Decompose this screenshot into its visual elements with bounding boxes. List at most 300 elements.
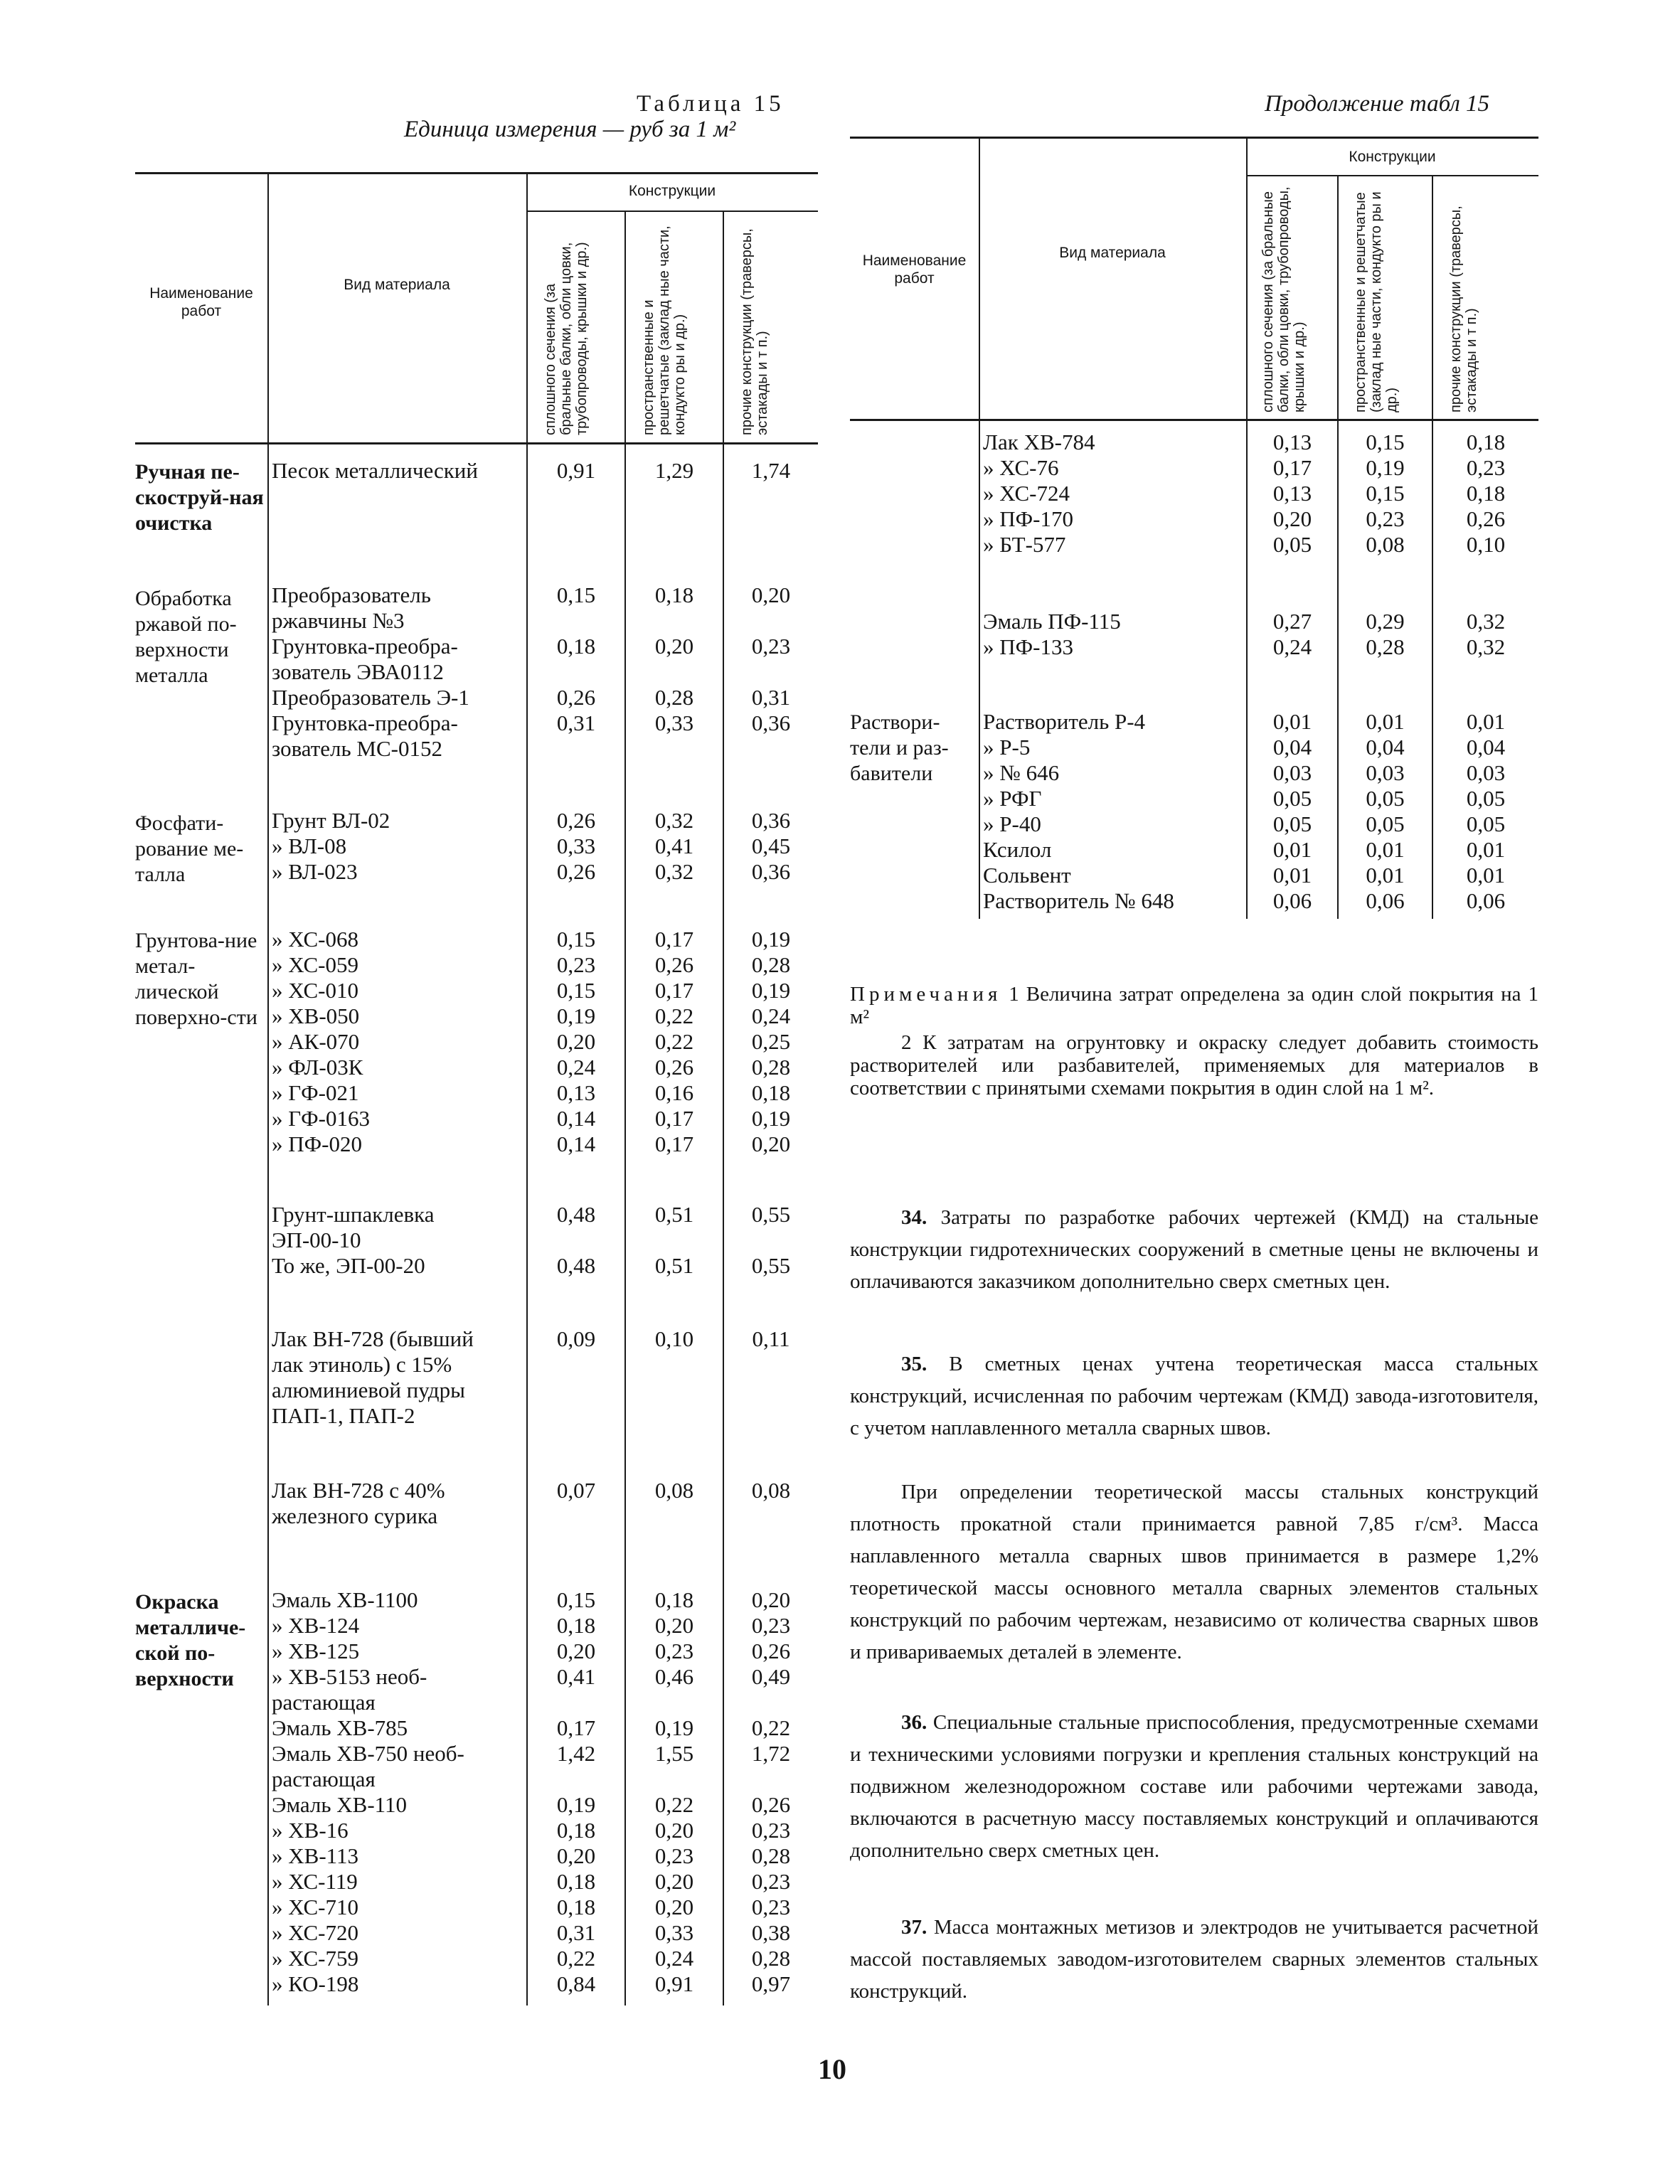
value-cell bbox=[724, 736, 818, 762]
value-cell bbox=[528, 1227, 624, 1253]
value-cell: 0,19 bbox=[1366, 455, 1405, 480]
value-cell: 0,01 bbox=[1272, 863, 1312, 888]
paragraph-text: Масса монтажных метизов и электродов не учитывается расчетной массой поставляемых заводом-изготовителем сварных элементов стальных конструкций. bbox=[850, 1916, 1538, 2003]
value-cell: 0,36 bbox=[751, 710, 791, 735]
value-column-2 bbox=[1339, 609, 1432, 660]
value-cell: 0,26 bbox=[556, 808, 596, 833]
value-cell: 0,13 bbox=[1272, 481, 1312, 506]
value-cell: 0,05 bbox=[1272, 811, 1312, 836]
value-cell: 0,51 bbox=[654, 1202, 694, 1227]
note-2: 2 К затратам на огрунтовку и окраску следует добавить стоимость растворителей или разбавителей, применяемых для материалов в соответствии с принятыми схемами покрытия в один слой на 1 м². bbox=[850, 1031, 1538, 1099]
value-cell: 0,03 bbox=[1272, 760, 1312, 785]
material-line: зователь МС-0152 bbox=[272, 736, 442, 761]
header-col1: сплошного сечения (за бральные балки, обли цовки, трубопроводы, крышки и др.) bbox=[543, 242, 590, 435]
value-cell: 0,20 bbox=[751, 1131, 791, 1156]
value-column-2 bbox=[626, 458, 723, 484]
value-column-2 bbox=[626, 1202, 723, 1279]
value-cell: 0,08 bbox=[1366, 532, 1405, 557]
value-cell: 0,14 bbox=[556, 1106, 596, 1131]
value-cell: 0,18 bbox=[556, 1613, 596, 1638]
material-line: » ХС-010 bbox=[272, 978, 358, 1003]
value-cell: 0,38 bbox=[751, 1920, 791, 1945]
col-rule-1 bbox=[267, 172, 269, 2005]
material-line: алюминиевой пудры bbox=[272, 1378, 465, 1402]
value-column-3 bbox=[724, 582, 818, 762]
material-line: Эмаль ПФ-115 bbox=[983, 609, 1121, 634]
value-cell: 0,33 bbox=[654, 710, 694, 735]
note-1 bbox=[850, 983, 1538, 1028]
material-line: Преобразователь bbox=[272, 582, 431, 607]
value-cell bbox=[626, 659, 723, 685]
material-line: » КО-198 bbox=[272, 1971, 359, 1996]
material-line: Сольвент bbox=[983, 863, 1071, 888]
material-line: Эмаль ХВ-110 bbox=[272, 1792, 407, 1817]
material-cell bbox=[272, 927, 528, 1157]
value-cell: 0,51 bbox=[654, 1253, 694, 1278]
work-label: Фосфати-рование ме-талла bbox=[135, 811, 244, 886]
value-cell: 0,15 bbox=[556, 1587, 596, 1612]
material-line: » Р-40 bbox=[983, 811, 1041, 836]
value-cell: 0,24 bbox=[1272, 634, 1312, 659]
value-cell: 0,04 bbox=[1272, 735, 1312, 760]
material-line: Песок металлический bbox=[272, 458, 478, 483]
value-cell: 0,27 bbox=[1272, 609, 1312, 634]
work-label: Ручная пе-скоструй-ная очистка bbox=[135, 460, 264, 535]
header-col2: пространственные и решетчатые (заклад ные части, кондукто ры и др.) bbox=[1353, 191, 1400, 412]
value-column-3 bbox=[724, 1202, 818, 1279]
value-cell: 0,18 bbox=[654, 1587, 694, 1612]
value-cell: 0,26 bbox=[654, 1055, 694, 1080]
value-cell: 0,04 bbox=[1466, 735, 1506, 760]
material-line: Грунтовка-преобра- bbox=[272, 634, 458, 659]
material-cell bbox=[272, 808, 528, 885]
value-cell: 0,01 bbox=[1366, 709, 1405, 734]
value-cell: 0,03 bbox=[1366, 760, 1405, 785]
material-line: » ВЛ-023 bbox=[272, 859, 358, 884]
value-cell: 0,18 bbox=[556, 634, 596, 659]
value-cell: 0,09 bbox=[556, 1326, 596, 1351]
value-cell: 0,23 bbox=[1366, 506, 1405, 531]
value-cell: 0,32 bbox=[1466, 609, 1506, 634]
value-cell: 0,15 bbox=[1366, 481, 1405, 506]
value-cell: 0,36 bbox=[751, 859, 791, 884]
header-bottom-rule bbox=[135, 442, 818, 444]
value-column-3 bbox=[724, 458, 818, 484]
value-cell: 0,55 bbox=[751, 1202, 791, 1227]
material-cell bbox=[272, 1202, 528, 1279]
value-cell: 0,23 bbox=[654, 1639, 694, 1663]
paragraph-37 bbox=[850, 1912, 1538, 2008]
value-cell: 0,23 bbox=[556, 952, 596, 977]
value-cell: 0,18 bbox=[556, 1895, 596, 1919]
value-cell: 0,33 bbox=[654, 1920, 694, 1945]
material-line: » ХВ-050 bbox=[272, 1003, 360, 1028]
material-line: Преобразователь Э-1 bbox=[272, 685, 469, 710]
value-cell: 0,23 bbox=[751, 1613, 791, 1638]
material-line: лак этиноль) с 15% bbox=[272, 1352, 452, 1377]
value-cell: 0,48 bbox=[556, 1202, 596, 1227]
header-work: Наименование работ bbox=[149, 285, 253, 319]
value-column-3 bbox=[1433, 430, 1538, 558]
value-cell bbox=[724, 1767, 818, 1792]
value-cell bbox=[724, 659, 818, 685]
value-column-3 bbox=[1433, 609, 1538, 660]
material-line: » ПФ-170 bbox=[983, 506, 1073, 531]
value-cell: 0,32 bbox=[1466, 634, 1506, 659]
value-cell: 1,72 bbox=[751, 1741, 791, 1766]
value-cell: 0,28 bbox=[751, 1946, 791, 1971]
value-cell: 0,25 bbox=[751, 1029, 791, 1054]
value-cell: 0,19 bbox=[751, 927, 791, 952]
value-cell: 1,42 bbox=[556, 1741, 596, 1766]
value-cell: 0,45 bbox=[751, 833, 791, 858]
value-cell: 0,24 bbox=[654, 1946, 694, 1971]
material-line: Лак ВН-728 (бывший bbox=[272, 1326, 474, 1351]
value-cell: 0,05 bbox=[1272, 532, 1312, 557]
value-cell: 0,26 bbox=[751, 1639, 791, 1663]
value-cell: 0,26 bbox=[556, 859, 596, 884]
value-cell bbox=[626, 736, 723, 762]
material-cell bbox=[272, 1587, 528, 1997]
material-line: » ВЛ-08 bbox=[272, 833, 347, 858]
value-cell: 0,48 bbox=[556, 1253, 596, 1278]
header-material: Вид материала bbox=[344, 277, 450, 293]
value-cell: 0,01 bbox=[1466, 863, 1506, 888]
material-line: » ФЛ-03К bbox=[272, 1055, 363, 1080]
material-line: » ХВ-5153 необ- bbox=[272, 1664, 427, 1689]
material-line: Грунтовка-преобра- bbox=[272, 710, 458, 735]
material-line: » ХС-76 bbox=[983, 455, 1059, 480]
paragraph-text: Специальные стальные приспособления, предусмотренные схемами и техническими условиями погрузки и крепления стальных конструкций на подвижном железнодорожном составе или рабочими чертежами завода, включаются в расчетную массу поставляемых конструкций и оплачиваются дополнительно сверх сметных цен. bbox=[850, 1711, 1539, 1862]
value-cell: 0,19 bbox=[751, 978, 791, 1003]
value-column-1 bbox=[528, 1202, 624, 1279]
value-cell: 0,14 bbox=[556, 1131, 596, 1156]
value-cell: 0,23 bbox=[654, 1843, 694, 1868]
value-cell: 0,13 bbox=[556, 1080, 596, 1105]
value-cell: 0,20 bbox=[751, 1587, 791, 1612]
value-cell: 0,10 bbox=[1466, 532, 1506, 557]
value-cell: 0,23 bbox=[751, 1895, 791, 1919]
header-bottom-rule bbox=[850, 419, 1538, 421]
material-line: Лак ХВ-784 bbox=[983, 430, 1095, 454]
material-line: » ПФ-020 bbox=[272, 1131, 362, 1156]
value-cell: 0,22 bbox=[751, 1715, 791, 1740]
value-cell: 0,97 bbox=[751, 1971, 791, 1996]
paragraph-35-cont: При определении теоретической массы стальных конструкций плотность прокатной стали принимается равной 7,85 г/см³. Масса наплавленного металла сварных швов принимается в размере 1,2% теоретической массы основного металла сварных элементов стальных конструкций по рабочим чертежам, независимо от количества сварных швов и привариваемых деталей в элементе. bbox=[850, 1481, 1538, 1663]
value-cell: 0,20 bbox=[654, 1613, 694, 1638]
material-line: » ХВ-16 bbox=[272, 1818, 349, 1843]
value-cell: 0,23 bbox=[751, 634, 791, 659]
material-cell bbox=[272, 1326, 528, 1429]
value-cell: 0,18 bbox=[1466, 481, 1506, 506]
value-cell: 0,28 bbox=[751, 1055, 791, 1080]
value-column-1 bbox=[528, 582, 624, 762]
value-cell: 0,31 bbox=[751, 685, 791, 710]
material-line: ЭП-00-10 bbox=[272, 1227, 361, 1252]
material-line: » ХС-759 bbox=[272, 1946, 358, 1971]
value-column-1 bbox=[528, 808, 624, 885]
value-cell: 0,13 bbox=[1272, 430, 1312, 454]
material-line: » ХС-068 bbox=[272, 927, 358, 952]
paragraph-35 bbox=[850, 1348, 1538, 1444]
value-column-2 bbox=[626, 582, 723, 762]
material-line: Ксилол bbox=[983, 837, 1052, 862]
material-line: железного сурика bbox=[272, 1503, 438, 1528]
material-line: растающая bbox=[272, 1767, 376, 1791]
value-cell: 0,19 bbox=[556, 1003, 596, 1028]
value-column-3 bbox=[724, 1478, 818, 1503]
material-line: » ХС-720 bbox=[272, 1920, 358, 1945]
value-cell: 0,15 bbox=[556, 582, 596, 607]
value-cell: 0,29 bbox=[1366, 609, 1405, 634]
value-cell: 0,20 bbox=[556, 1029, 596, 1054]
material-line: » ГФ-0163 bbox=[272, 1106, 370, 1131]
value-column-3 bbox=[724, 1326, 818, 1352]
material-cell bbox=[272, 1478, 528, 1529]
header-col3: прочие конструкции (траверсы, эстакады и т п.) bbox=[739, 228, 770, 435]
value-cell: 0,19 bbox=[654, 1715, 694, 1740]
value-column-3 bbox=[1433, 709, 1538, 914]
material-line: Лак ВН-728 с 40% bbox=[272, 1478, 445, 1503]
value-cell: 0,31 bbox=[556, 1920, 596, 1945]
value-cell bbox=[528, 608, 624, 634]
value-column-1 bbox=[1248, 709, 1337, 914]
value-cell: 0,22 bbox=[654, 1029, 694, 1054]
notes-label: Примечания bbox=[850, 983, 1002, 1006]
material-cell bbox=[983, 609, 1245, 660]
value-cell: 0,08 bbox=[751, 1478, 791, 1503]
work-label: Обработка ржавой по-верхности металла bbox=[135, 587, 237, 687]
value-cell: 0,17 bbox=[556, 1715, 596, 1740]
header-top-rule bbox=[850, 137, 1538, 139]
value-cell: 0,28 bbox=[751, 952, 791, 977]
value-cell bbox=[626, 1690, 723, 1715]
material-line: растающая bbox=[272, 1690, 376, 1715]
value-cell: 0,41 bbox=[556, 1664, 596, 1689]
value-cell: 0,18 bbox=[654, 582, 694, 607]
value-cell bbox=[528, 736, 624, 762]
material-cell bbox=[983, 430, 1245, 558]
group-rule bbox=[1246, 175, 1538, 176]
value-column-2 bbox=[626, 1326, 723, 1352]
unit-line: Единица измерения — руб за 1 м² bbox=[404, 117, 736, 142]
value-cell: 0,16 bbox=[654, 1080, 694, 1105]
paragraph-36 bbox=[850, 1707, 1538, 1867]
group-rule bbox=[526, 211, 818, 212]
value-cell: 0,20 bbox=[556, 1639, 596, 1663]
value-cell: 0,20 bbox=[654, 1895, 694, 1919]
material-line: ПАП-1, ПАП-2 bbox=[272, 1403, 415, 1428]
material-line: Эмаль ХВ-1100 bbox=[272, 1587, 418, 1612]
value-cell bbox=[528, 1690, 624, 1715]
value-cell: 0,05 bbox=[1466, 786, 1506, 811]
value-column-2 bbox=[626, 1587, 723, 1997]
work-label: Грунтова-ние метал-лической поверхно-сти bbox=[135, 929, 257, 1029]
value-cell bbox=[528, 659, 624, 685]
material-line: » ХВ-124 bbox=[272, 1613, 360, 1638]
value-cell: 0,15 bbox=[556, 978, 596, 1003]
value-cell: 0,22 bbox=[556, 1946, 596, 1971]
material-line: » БТ-577 bbox=[983, 532, 1066, 557]
value-cell: 0,15 bbox=[1366, 430, 1405, 454]
material-line: » № 646 bbox=[983, 760, 1060, 785]
material-line: ржавчины №3 bbox=[272, 608, 405, 633]
value-column-3 bbox=[724, 927, 818, 1157]
material-line: » ХВ-125 bbox=[272, 1639, 360, 1663]
value-cell: 0,20 bbox=[751, 582, 791, 607]
paragraph-text: Затраты по разработке рабочих чертежей (КМД) на стальные конструкции гидротехнических сооружений в сметные цены не включены и оплачиваются заказчиком дополнительно сверх сметных цен. bbox=[850, 1206, 1538, 1293]
value-cell: 0,26 bbox=[556, 685, 596, 710]
value-column-1 bbox=[1248, 430, 1337, 558]
value-column-2 bbox=[1339, 430, 1432, 558]
value-cell: 0,20 bbox=[654, 634, 694, 659]
value-cell: 0,01 bbox=[1466, 837, 1506, 862]
header-group: Конструкции bbox=[1349, 149, 1436, 165]
value-cell bbox=[528, 1767, 624, 1792]
value-cell: 0,05 bbox=[1466, 811, 1506, 836]
value-column-1 bbox=[528, 1326, 624, 1352]
header-work: Наименование работ bbox=[862, 252, 967, 287]
value-column-1 bbox=[1248, 609, 1337, 660]
material-line: » ГФ-021 bbox=[272, 1080, 359, 1105]
material-line: зователь ЭВА0112 bbox=[272, 659, 444, 684]
value-cell: 0,32 bbox=[654, 808, 694, 833]
material-line: » ПФ-133 bbox=[983, 634, 1073, 659]
material-cell bbox=[272, 458, 528, 484]
header-col1: сплошного сечения (за бральные балки, обли цовки, трубопроводы, крышки и др.) bbox=[1260, 186, 1307, 412]
value-cell: 0,23 bbox=[751, 1818, 791, 1843]
value-cell: 0,84 bbox=[556, 1971, 596, 1996]
material-line: Растворитель № 648 bbox=[983, 888, 1174, 913]
value-cell: 0,17 bbox=[654, 1106, 694, 1131]
value-cell: 0,03 bbox=[1466, 760, 1506, 785]
value-column-2 bbox=[626, 927, 723, 1157]
value-cell: 0,17 bbox=[1272, 455, 1312, 480]
value-column-1 bbox=[528, 458, 624, 484]
value-cell: 0,06 bbox=[1366, 888, 1405, 913]
value-cell: 0,04 bbox=[1366, 735, 1405, 760]
value-cell: 0,18 bbox=[556, 1869, 596, 1894]
value-cell: 0,26 bbox=[654, 952, 694, 977]
value-cell: 1,55 bbox=[654, 1741, 694, 1766]
value-cell: 0,28 bbox=[654, 685, 694, 710]
value-cell: 0,20 bbox=[556, 1843, 596, 1868]
value-cell: 0,07 bbox=[556, 1478, 596, 1503]
value-cell: 0,18 bbox=[1466, 430, 1506, 454]
value-cell: 0,18 bbox=[751, 1080, 791, 1105]
paragraph-number: 34. bbox=[901, 1206, 927, 1229]
value-cell: 0,19 bbox=[751, 1106, 791, 1131]
value-cell: 0,05 bbox=[1366, 811, 1405, 836]
page-number: 10 bbox=[818, 2053, 846, 2085]
value-cell: 0,01 bbox=[1466, 709, 1506, 734]
value-cell: 0,26 bbox=[1466, 506, 1506, 531]
value-column-2 bbox=[1339, 709, 1432, 914]
material-cell bbox=[983, 709, 1245, 914]
value-cell bbox=[724, 1690, 818, 1715]
value-cell: 0,15 bbox=[556, 927, 596, 952]
value-cell: 0,31 bbox=[556, 710, 596, 735]
value-cell bbox=[626, 608, 723, 634]
header-col3: прочие конструкции (траверсы, эстакады и т п.) bbox=[1448, 206, 1479, 412]
value-cell: 0,20 bbox=[1272, 506, 1312, 531]
table-title: Таблица 15 bbox=[637, 91, 785, 117]
value-cell: 0,91 bbox=[556, 458, 596, 483]
value-cell: 0,28 bbox=[1366, 634, 1405, 659]
note-1-text: 1 Величина затрат определена за один слой покрытия на 1 м² bbox=[850, 983, 1539, 1028]
value-cell bbox=[626, 1767, 723, 1792]
header-group: Конструкции bbox=[628, 183, 716, 199]
work-label: Окраска металличе-ской по-верхности bbox=[135, 1590, 246, 1690]
value-column-2 bbox=[626, 1478, 723, 1503]
paragraph-number: 35. bbox=[901, 1353, 927, 1375]
value-cell: 0,49 bbox=[751, 1664, 791, 1689]
material-line: Грунт ВЛ-02 bbox=[272, 808, 390, 833]
material-line: » ХВ-113 bbox=[272, 1843, 358, 1868]
value-cell: 0,01 bbox=[1272, 709, 1312, 734]
value-cell: 1,74 bbox=[751, 458, 791, 483]
value-cell: 0,17 bbox=[654, 927, 694, 952]
value-cell: 0,17 bbox=[654, 978, 694, 1003]
value-cell: 0,46 bbox=[654, 1664, 694, 1689]
continuation-title: Продолжение табл 15 bbox=[1265, 91, 1489, 117]
value-cell: 0,41 bbox=[654, 833, 694, 858]
material-line: Растворитель Р-4 bbox=[983, 709, 1146, 734]
value-cell: 0,36 bbox=[751, 808, 791, 833]
material-line: » РФГ bbox=[983, 786, 1042, 811]
header-col2: пространственные и решетчатые (заклад ные части, кондукто ры и др.) bbox=[641, 225, 688, 435]
value-cell: 0,20 bbox=[654, 1869, 694, 1894]
value-cell: 0,24 bbox=[556, 1055, 596, 1080]
value-cell: 0,22 bbox=[654, 1003, 694, 1028]
header-material: Вид материала bbox=[1059, 245, 1166, 261]
value-cell: 0,23 bbox=[751, 1869, 791, 1894]
value-cell: 0,08 bbox=[654, 1478, 694, 1503]
value-cell: 0,01 bbox=[1272, 837, 1312, 862]
value-cell: 0,20 bbox=[654, 1818, 694, 1843]
material-line: » ХС-059 bbox=[272, 952, 358, 977]
value-cell: 0,10 bbox=[654, 1326, 694, 1351]
material-line: » АК-070 bbox=[272, 1029, 360, 1054]
material-line: » Р-5 bbox=[983, 735, 1031, 760]
value-cell: 0,24 bbox=[751, 1003, 791, 1028]
value-cell: 0,11 bbox=[752, 1326, 790, 1351]
value-cell: 0,01 bbox=[1366, 863, 1405, 888]
value-cell: 0,33 bbox=[556, 833, 596, 858]
value-cell: 0,06 bbox=[1466, 888, 1506, 913]
material-line: » ХС-119 bbox=[272, 1869, 358, 1894]
value-cell bbox=[724, 1227, 818, 1253]
value-cell: 0,01 bbox=[1366, 837, 1405, 862]
value-column-1 bbox=[528, 927, 624, 1157]
material-line: Эмаль ХВ-785 bbox=[272, 1715, 408, 1740]
value-cell: 0,28 bbox=[751, 1843, 791, 1868]
value-column-1 bbox=[528, 1587, 624, 1997]
value-cell: 0,32 bbox=[654, 859, 694, 884]
value-cell: 0,05 bbox=[1272, 786, 1312, 811]
value-cell: 0,19 bbox=[556, 1792, 596, 1817]
header-top-rule bbox=[135, 172, 818, 174]
value-cell: 0,06 bbox=[1272, 888, 1312, 913]
material-line: То же, ЭП-00-20 bbox=[272, 1253, 425, 1278]
material-cell bbox=[272, 582, 528, 762]
value-column-2 bbox=[626, 808, 723, 885]
value-cell: 0,18 bbox=[556, 1818, 596, 1843]
value-cell: 1,29 bbox=[654, 458, 694, 483]
value-column-3 bbox=[724, 1587, 818, 1997]
value-cell: 0,23 bbox=[1466, 455, 1506, 480]
value-cell: 0,17 bbox=[654, 1131, 694, 1156]
